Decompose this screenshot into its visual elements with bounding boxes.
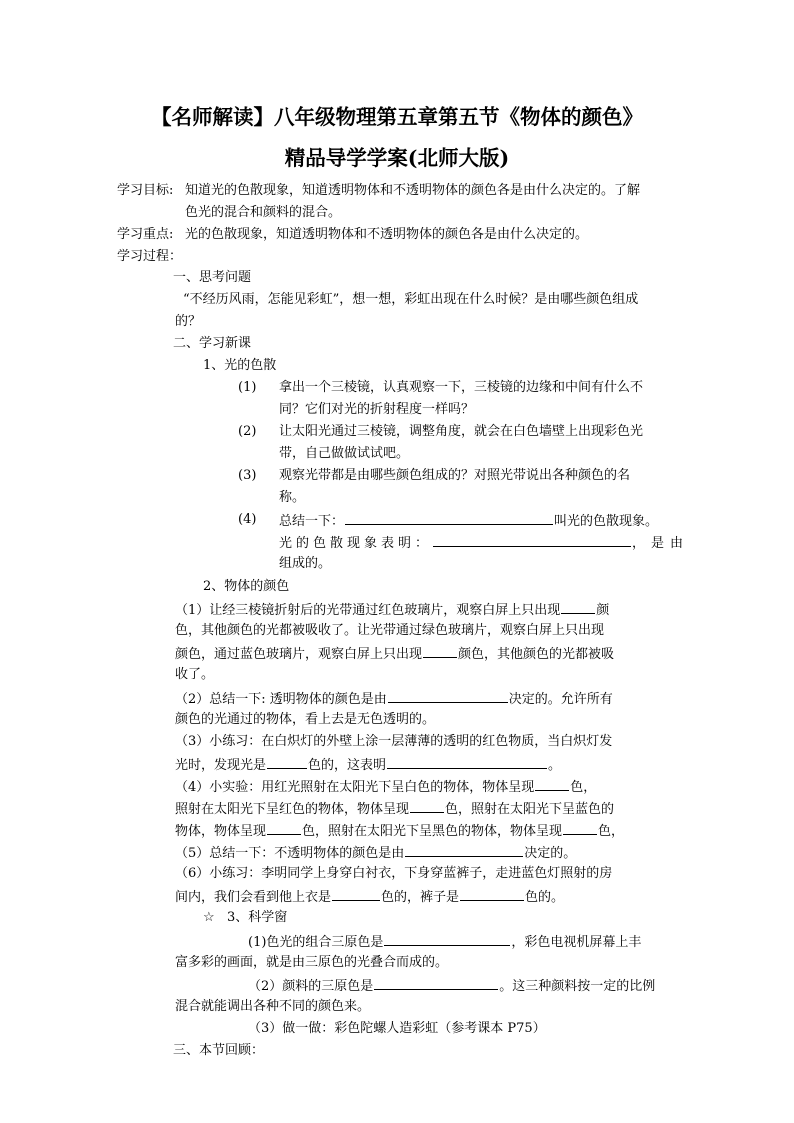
s1-item4-line2 (279, 532, 690, 554)
s2-p4-text: 色，照射在太阳光下呈蓝色的 (445, 802, 615, 817)
s2-p1-text: 颜 (596, 603, 610, 618)
s1-item1-line2: 同？它们对光的折射程度一样吗？ (279, 402, 475, 417)
document-title-line2: 精品导学学案(北师大版) (284, 146, 510, 170)
s1-item3-number: (3) (238, 468, 257, 483)
s1-item1-number: (1) (238, 380, 257, 395)
s2-p2-text: 决定的。允许所有 (508, 692, 613, 707)
answer-blank[interactable] (460, 886, 524, 901)
answer-blank[interactable] (267, 820, 301, 835)
answer-blank[interactable] (535, 776, 569, 791)
objectives-text-line1: 知道光的色散现象，知道透明物体和不透明物体的颜色各是由什么决定的。了解 (185, 183, 641, 198)
s1-item4-number: (4) (238, 512, 257, 527)
s3-p1-text: ，彩色电视机屏幕上丰 (511, 935, 642, 950)
s2-p4-text: （4）小实验：用红光照射在太阳光下呈白色的物体，物体呈现 (175, 780, 535, 795)
s2-p1-text: （1）让经三棱镜折射后的光带通过红色玻璃片，观察白屏上只出现 (175, 603, 561, 618)
s2-p1-line4: 收了。 (175, 667, 215, 682)
s3-p2-text: 。这三种颜料按一定的比例 (499, 979, 656, 994)
s1-item4-summary-suffix: 叫光的色散现象。 (554, 514, 659, 529)
s2-p6-line1: （6）小练习：李明同学上身穿白衬衣，下身穿蓝裤子，走进蓝色灯照射的房 (175, 866, 613, 881)
star-icon: ☆ (203, 910, 215, 925)
s1-item4-shows-suffix: ，是由 (632, 536, 690, 551)
s2-p3-text: 。 (548, 758, 562, 773)
answer-blank[interactable] (563, 820, 597, 835)
answer-blank[interactable] (374, 975, 498, 990)
s1-item4-line1 (279, 510, 658, 532)
s3-p3-line1: （3）做一做：彩色陀螺人造彩虹（参考课本 P75） (248, 1021, 546, 1036)
s3-p1-line2: 富多彩的画面，就是由三原色的光叠合而成的。 (175, 955, 449, 970)
s2-p1-line3 (175, 643, 614, 665)
section3-heading: 3、科学窗 (227, 910, 288, 925)
s3-p2-line1 (248, 975, 655, 997)
answer-blank[interactable] (433, 532, 631, 547)
answer-blank[interactable] (384, 931, 510, 946)
s1-item2-line2: 带，自己做做试试吧。 (279, 446, 410, 461)
s2-p3-text: 色的，这表明 (308, 758, 387, 773)
answer-blank[interactable] (423, 643, 457, 658)
s3-p1-text: (1)色光的组合三原色是 (248, 935, 384, 950)
s2-p1-text: 颜色，通过蓝色玻璃片，观察白屏上只出现 (175, 647, 423, 662)
s2-p6-text: 色的。 (525, 890, 565, 905)
s2-p4-text: 色，照射在太阳光下呈黑色的物体，物体呈现 (302, 824, 563, 839)
s2-p6-text: 色的，裤子是 (381, 890, 460, 905)
part1-question-line2: 的？ (175, 314, 202, 329)
s3-p2-line2: 混合就能调出各种不同的颜色来。 (175, 999, 371, 1014)
s1-item4-shows-prefix: 光的色散现象表明： (279, 536, 433, 551)
answer-blank[interactable] (332, 886, 380, 901)
s1-item2-line1: 让太阳光通过三棱镜，调整角度，就会在白色墙壁上出现彩色光 (279, 424, 644, 439)
s1-item4-summary-prefix: 总结一下： (279, 514, 345, 529)
answer-blank[interactable] (405, 842, 523, 857)
objectives-label: 学习目标: (117, 183, 174, 198)
s2-p5-text: 决定的。 (524, 846, 577, 861)
answer-blank[interactable] (267, 754, 307, 769)
s2-p2-line2: 颜色的光通过的物体，看上去是无色透明的。 (175, 712, 436, 727)
s2-p4-text: 照射在太阳光下呈红色的物体，物体呈现 (175, 802, 410, 817)
s2-p4-line1 (175, 776, 596, 798)
answer-blank[interactable] (388, 688, 508, 703)
answer-blank[interactable] (387, 754, 547, 769)
objectives-text-line2: 色光的混合和颜料的混合。 (185, 205, 342, 220)
s2-p3-text: 光时，发现光是 (175, 758, 267, 773)
s2-p2-text: （2）总结一下: 透明物体的颜色是由 (175, 692, 387, 707)
s1-item1-line1: 拿出一个三棱镜，认真观察一下，三棱镜的边缘和中间有什么不 (279, 380, 644, 395)
answer-blank[interactable] (561, 599, 595, 614)
s2-p3-line1: （3）小练习：在白炽灯的外壁上涂一层薄薄的透明的红色物质，当白炽灯发 (175, 734, 613, 749)
s2-p6-text: 间内，我们会看到他上衣是 (175, 890, 332, 905)
s2-p5-line1 (175, 842, 576, 864)
key-points-text: 光的色散现象，知道透明物体和不透明物体的颜色各是由什么决定的。 (185, 227, 589, 242)
s2-p4-text: 色， (598, 824, 625, 839)
s2-p4-text: 物体，物体呈现 (175, 824, 267, 839)
s1-item3-line2: 称。 (279, 490, 306, 505)
s2-p1-text: 颜色，其他颜色的光都被吸 (458, 647, 615, 662)
s2-p4-text: 色， (570, 780, 597, 795)
s2-p1-line1 (175, 599, 609, 621)
part3-heading: 三、本节回顾： (173, 1043, 265, 1058)
s3-p1-line1 (248, 931, 641, 953)
s2-p3-line2 (175, 754, 561, 776)
part1-heading: 一、思考问题 (173, 270, 252, 285)
s3-p2-text: （2）颜料的三原色是 (248, 979, 374, 994)
s2-p2-line1 (175, 688, 613, 710)
s2-p4-line3 (175, 820, 624, 842)
s1-item3-line1: 观察光带都是由哪些颜色组成的？对照光带说出各种颜色的名 (279, 468, 631, 483)
s1-item2-number: (2) (238, 424, 257, 439)
s2-p6-line2 (175, 886, 564, 908)
s1-item4-line3: 组成的。 (279, 556, 332, 571)
section2-heading: 2、物体的颜色 (203, 579, 290, 594)
answer-blank[interactable] (345, 510, 553, 525)
key-points-label: 学习重点: (117, 227, 174, 242)
answer-blank[interactable] (410, 798, 444, 813)
part1-question-line1: “不经历风雨，怎能见彩虹”，想一想，彩虹出现在什么时候？是由哪些颜色组成 (183, 292, 639, 307)
part2-heading: 二、学习新课 (173, 336, 252, 351)
process-label: 学习过程： (117, 249, 183, 264)
section1-heading: 1、光的色散 (203, 358, 277, 373)
s2-p5-text: （5）总结一下：不透明物体的颜色是由 (175, 846, 405, 861)
s2-p4-line2 (175, 798, 614, 820)
s2-p1-line2: 色，其他颜色的光都被吸收了。让光带通过绿色玻璃片，观察白屏上只出现 (175, 623, 605, 638)
document-title-line1: 【名师解读】八年级物理第五章第五节《物体的颜色》 (151, 105, 643, 129)
